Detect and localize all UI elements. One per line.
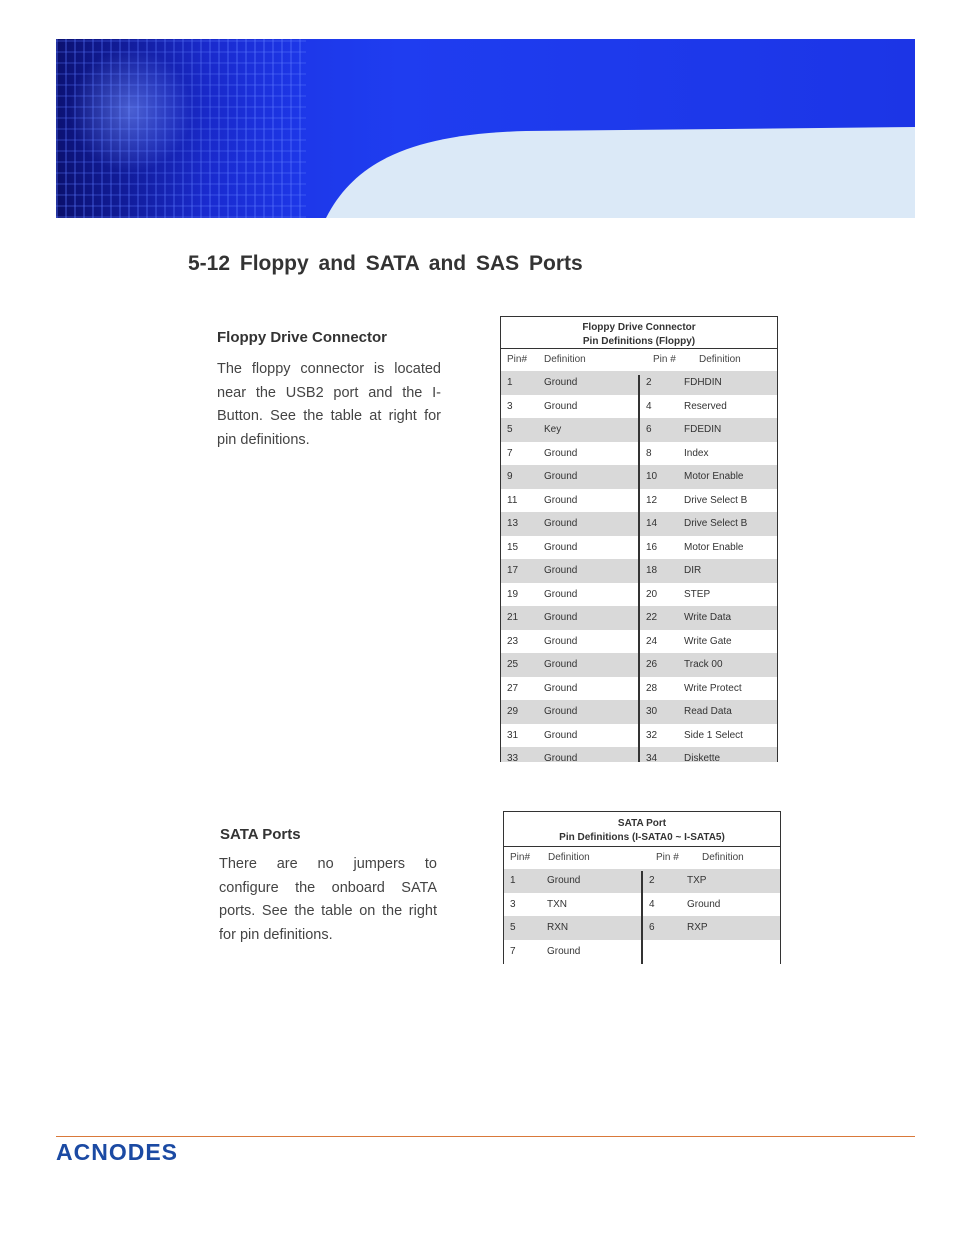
pin-number: 33 xyxy=(507,753,519,762)
pin-number: 14 xyxy=(646,518,658,529)
col-header-definition: Definition xyxy=(544,354,586,365)
pin-definition: Ground xyxy=(544,377,578,388)
footer-rule xyxy=(56,1136,915,1137)
pin-definition: Ground xyxy=(547,945,581,957)
pin-number: 20 xyxy=(646,588,658,600)
pin-definition: Ground xyxy=(687,898,721,910)
pin-definition: FDHDIN xyxy=(684,377,722,388)
pin-definition: Write Gate xyxy=(684,635,732,647)
pin-definition: Write Data xyxy=(684,612,732,623)
pin-definition: Ground xyxy=(544,729,578,741)
pin-definition: Ground xyxy=(544,682,578,694)
pin-number: 9 xyxy=(507,471,513,482)
pin-number: 31 xyxy=(507,729,519,741)
floppy-heading: Floppy Drive Connector xyxy=(217,329,388,346)
page-title: 5-12 Floppy and SATA and SAS Ports xyxy=(188,252,583,275)
pin-definition: Ground xyxy=(544,471,578,482)
pin-definition: Ground xyxy=(544,635,578,647)
pin-number: 27 xyxy=(507,682,519,694)
col-header-pin-2: Pin # xyxy=(653,354,676,365)
pin-number: 5 xyxy=(510,922,516,933)
table-title-line-1: SATA Port xyxy=(617,818,667,829)
pin-number: 26 xyxy=(646,659,658,670)
table-header-row xyxy=(504,847,780,869)
pin-definition: Ground xyxy=(544,541,578,553)
pin-number: 19 xyxy=(507,588,519,600)
pin-definition: Ground xyxy=(544,659,578,670)
pin-definition: DIR xyxy=(684,565,702,576)
pin-number: 15 xyxy=(507,541,519,553)
pin-number: 34 xyxy=(646,753,658,762)
pin-number: 2 xyxy=(649,875,655,886)
pin-number: 3 xyxy=(507,400,513,412)
pin-definition: Ground xyxy=(544,753,578,762)
pin-number: 4 xyxy=(649,898,655,910)
pin-definition: STEP xyxy=(684,588,711,600)
table-title xyxy=(504,812,780,847)
pin-number: 29 xyxy=(507,706,519,717)
pin-number: 3 xyxy=(510,898,516,910)
col-header-definition: Definition xyxy=(548,852,590,863)
header-banner xyxy=(56,39,915,218)
pin-number: 16 xyxy=(646,541,658,553)
sata-description: There are no jumpers to configure the onboard SATA ports. See the table on the right for pin definitions. xyxy=(219,856,437,943)
pin-number: 1 xyxy=(507,377,513,388)
pin-definition: Ground xyxy=(544,565,578,576)
pin-definition: Ground xyxy=(544,400,578,412)
sata-heading: SATA Ports xyxy=(220,826,301,843)
pin-definition: RXP xyxy=(687,922,708,933)
pin-definition: Ground xyxy=(544,447,578,459)
pin-number: 21 xyxy=(507,612,519,623)
floppy-description: The floppy connector is located near the USB2 port and the I-Button. See the table at right for pin definitions. xyxy=(217,361,441,448)
pin-definition: Reserved xyxy=(684,400,727,412)
pin-definition: FDEDIN xyxy=(684,424,722,435)
pin-number: 22 xyxy=(646,612,658,623)
acnodes-logo: ACNODES xyxy=(56,1139,179,1165)
pin-number: 24 xyxy=(646,635,658,647)
sata-pin-table xyxy=(503,811,781,964)
col-header-definition-2: Definition xyxy=(702,852,744,863)
banner-wave xyxy=(56,39,915,218)
pin-number: 4 xyxy=(646,400,652,412)
pin-number: 28 xyxy=(646,682,658,694)
pin-definition: Drive Select B xyxy=(684,494,748,506)
floppy-pin-table xyxy=(500,316,778,762)
pin-definition: TXN xyxy=(547,898,567,910)
pin-number: 8 xyxy=(646,447,652,459)
pin-number: 7 xyxy=(510,945,516,957)
column-divider xyxy=(641,871,643,964)
table-title xyxy=(501,317,777,349)
pin-number: 1 xyxy=(510,875,516,886)
table-title-line-2: Pin Definitions (Floppy) xyxy=(582,336,696,347)
pin-number: 6 xyxy=(649,922,655,933)
pin-definition: Index xyxy=(684,447,709,459)
pin-number: 7 xyxy=(507,447,513,459)
pin-definition: Motor Enable xyxy=(684,471,744,482)
pin-definition: Diskette xyxy=(684,753,721,762)
column-divider xyxy=(638,375,640,762)
pin-number: 12 xyxy=(646,494,658,506)
pin-definition: Ground xyxy=(544,706,578,717)
pin-definition: Motor Enable xyxy=(684,541,744,553)
pin-number: 25 xyxy=(507,659,519,670)
pin-number: 18 xyxy=(646,565,658,576)
col-header-pin-2: Pin # xyxy=(656,852,679,863)
pin-number: 17 xyxy=(507,565,519,576)
pin-number: 30 xyxy=(646,706,658,717)
col-header-pin: Pin# xyxy=(507,354,528,365)
pin-definition: Ground xyxy=(544,494,578,506)
pin-definition: Ground xyxy=(544,518,578,529)
pin-definition: TXP xyxy=(687,875,707,886)
table-header-row xyxy=(501,349,777,371)
pin-definition: Key xyxy=(544,424,562,435)
pin-definition: Ground xyxy=(544,588,578,600)
pin-number: 10 xyxy=(646,471,658,482)
col-header-definition-2: Definition xyxy=(699,354,741,365)
table-title-line-2: Pin Definitions (I-SATA0 ~ I-SATA5) xyxy=(559,832,725,843)
pin-definition: Track 00 xyxy=(684,659,723,670)
pin-number: 11 xyxy=(507,494,518,506)
pin-number: 2 xyxy=(646,377,652,388)
pin-definition: Drive Select B xyxy=(684,518,748,529)
pin-definition: Read Data xyxy=(684,706,732,717)
pin-number: 32 xyxy=(646,729,658,741)
pin-definition: Side 1 Select xyxy=(684,729,743,741)
pin-number: 13 xyxy=(507,518,519,529)
pin-definition: Write Protect xyxy=(684,682,742,694)
pin-definition: Ground xyxy=(544,612,578,623)
table-title-line-1: Floppy Drive Connector xyxy=(582,322,696,333)
pin-definition: RXN xyxy=(547,922,569,933)
pin-number: 23 xyxy=(507,635,519,647)
pin-definition: Ground xyxy=(547,875,581,886)
pin-number: 6 xyxy=(646,424,652,435)
pin-number: 5 xyxy=(507,424,513,435)
col-header-pin: Pin# xyxy=(510,852,531,863)
